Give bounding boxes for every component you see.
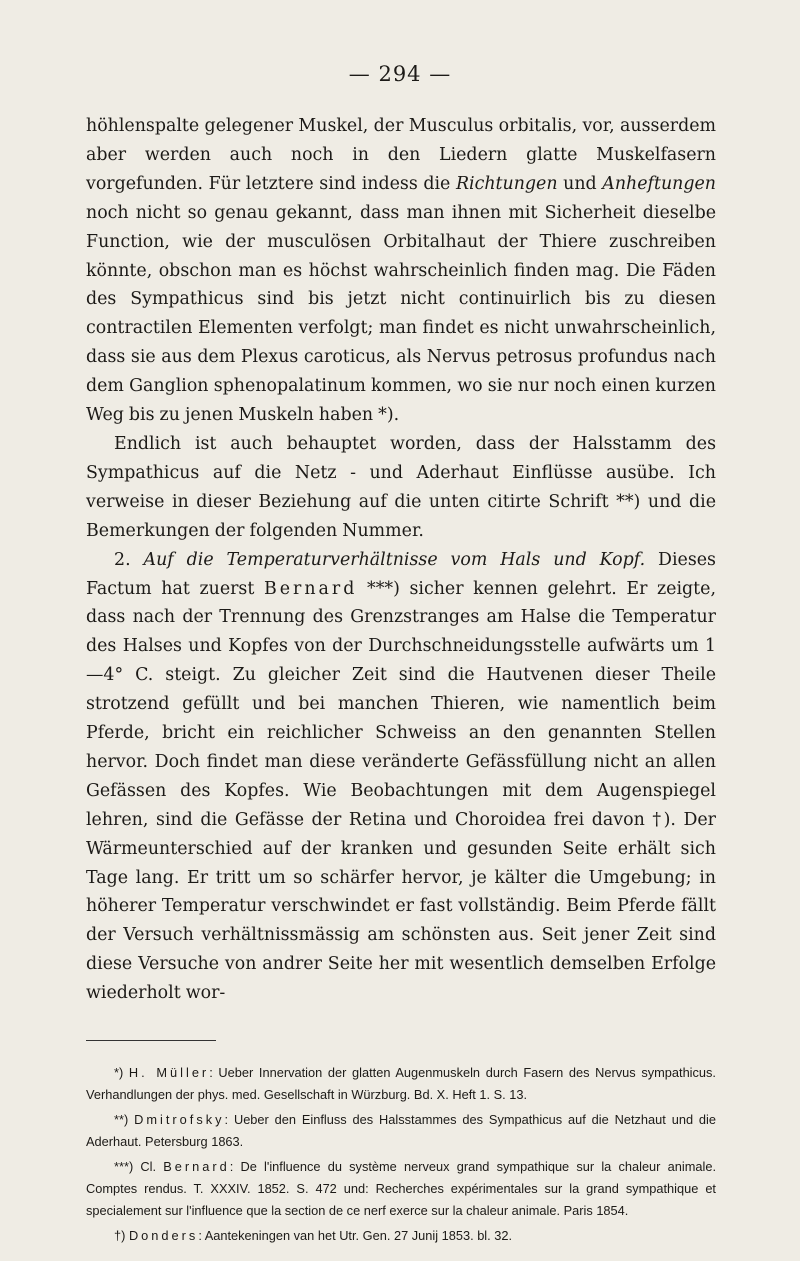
- text-run: †): [114, 1228, 129, 1243]
- author-name: Donders: [128, 1228, 199, 1243]
- paragraph: [86, 430, 716, 546]
- page-number: — 294 —: [348, 62, 452, 86]
- text-run: ***) Cl.: [114, 1159, 164, 1174]
- text-run: und: [557, 173, 603, 194]
- footnotes: [86, 1062, 716, 1247]
- text-run: *): [114, 1065, 129, 1080]
- text-run: noch nicht so genau gekannt, dass man ihnen mit Sicherheit dieselbe Function, wie der musculösen Orbitalhaut der Thiere zuschreiben könnte, obschon man es höchst wahrscheinlich finden mag. Die Fäden des Sympathicus sind bis jetzt nicht continuirlich bis zu diesen contractilen Elementen verfolgt; man findet es nicht unwahrscheinlich, dass sie aus dem Plexus caroticus, als Nervus petrosus profundus nach dem Ganglion sphenopalatinum kommen, wo sie nur noch einen kurzen Weg bis zu jenen Muskeln haben *).: [86, 202, 716, 426]
- text-run: Dieses Factum hat zuerst: [86, 549, 716, 599]
- text-run: : Aantekeningen van het Utr. Gen. 27 Junij 1853. bl. 32.: [198, 1228, 513, 1243]
- text-run: : De l'influence du système nerveux grand sympathique sur la chaleur animale. Comptes rendus. T. XXXIV. 1852. S. 472 und: Recherches expérimentales sur la grand sympathique et specialement sur l'influence que la section de ce nerf exerce sur la chaleur animale. Paris 1854.: [86, 1159, 716, 1218]
- footnote: [86, 1156, 716, 1222]
- paragraph: [86, 112, 716, 430]
- italic-text: Anheftungen: [602, 173, 716, 194]
- paragraph: [86, 546, 716, 1009]
- italic-text: Richtungen: [455, 173, 558, 194]
- text-run: Endlich ist auch behauptet worden, dass der Halsstamm des Sympathicus auf die Netz - und Aderhaut Einflüsse ausübe. Ich verweise in dieser Beziehung auf die unten citirte Schrift **) und die Bemerkungen der folgenden Nummer.: [86, 433, 716, 541]
- text-run: : Ueber Innervation der glatten Augenmuskeln durch Fasern des Nervus sympathicus. Verhandlungen der phys. med. Gesellschaft in Würzburg. Bd. X. Heft 1. S. 13.: [86, 1065, 716, 1102]
- footnote: [86, 1062, 716, 1106]
- author-name: Bernard: [263, 578, 358, 599]
- text-run: : Ueber den Einfluss des Halsstammes des Sympathicus auf die Netzhaut und die Aderhaut. Petersburg 1863.: [86, 1112, 716, 1149]
- footnote-divider: [86, 1040, 216, 1041]
- italic-text: Auf die Temperaturverhältnisse vom Hals und Kopf.: [143, 549, 646, 570]
- author-name: H. Müller: [128, 1065, 210, 1080]
- text-run: höhlenspalte gelegener Muskel, der Musculus orbitalis, vor, ausserdem aber werden auch noch in den Liedern glatte Muskelfasern vorgefunden. Für letztere sind indess die: [86, 116, 716, 194]
- body-text: [86, 112, 716, 1008]
- footnote: [86, 1109, 716, 1153]
- footnote: [86, 1225, 716, 1247]
- text-run: **): [114, 1112, 135, 1127]
- author-name: Dmitrofsky: [134, 1112, 225, 1127]
- text-run: 2.: [114, 549, 144, 570]
- text-run: ***) sicher kennen gelehrt. Er zeigte, dass nach der Trennung des Grenzstranges am Halse die Temperatur des Halses und Kopfes von der Durchschneidungsstelle aufwärts um 1—4° C. steigt. Zu gleicher Zeit sind die Hautvenen dieser Theile strotzend gefüllt und bei manchen Thieren, wie namentlich beim Pferde, bricht ein reichlicher Schweiss an den genannten Stellen hervor. Doch findet man diese veränderte Gefässfüllung nicht an allen Gefässen des Kopfes. Wie Beobachtungen mit dem Augenspiegel lehren, sind die Gefässe der Retina und Choroidea frei davon †). Der Wärmeunterschied auf der kranken und gesunden Seite erhält sich Tage lang. Er tritt um so schärfer hervor, je kälter die Umgebung; in höherer Temperatur verschwindet er fast vollständig. Beim Pferde fällt der Versuch verhältnissmässig am schönsten aus. Seit jener Zeit sind diese Versuche von andrer Seite her mit wesentlich demselben Erfolge wiederholt wor-: [86, 578, 716, 1004]
- author-name: Bernard: [163, 1159, 230, 1174]
